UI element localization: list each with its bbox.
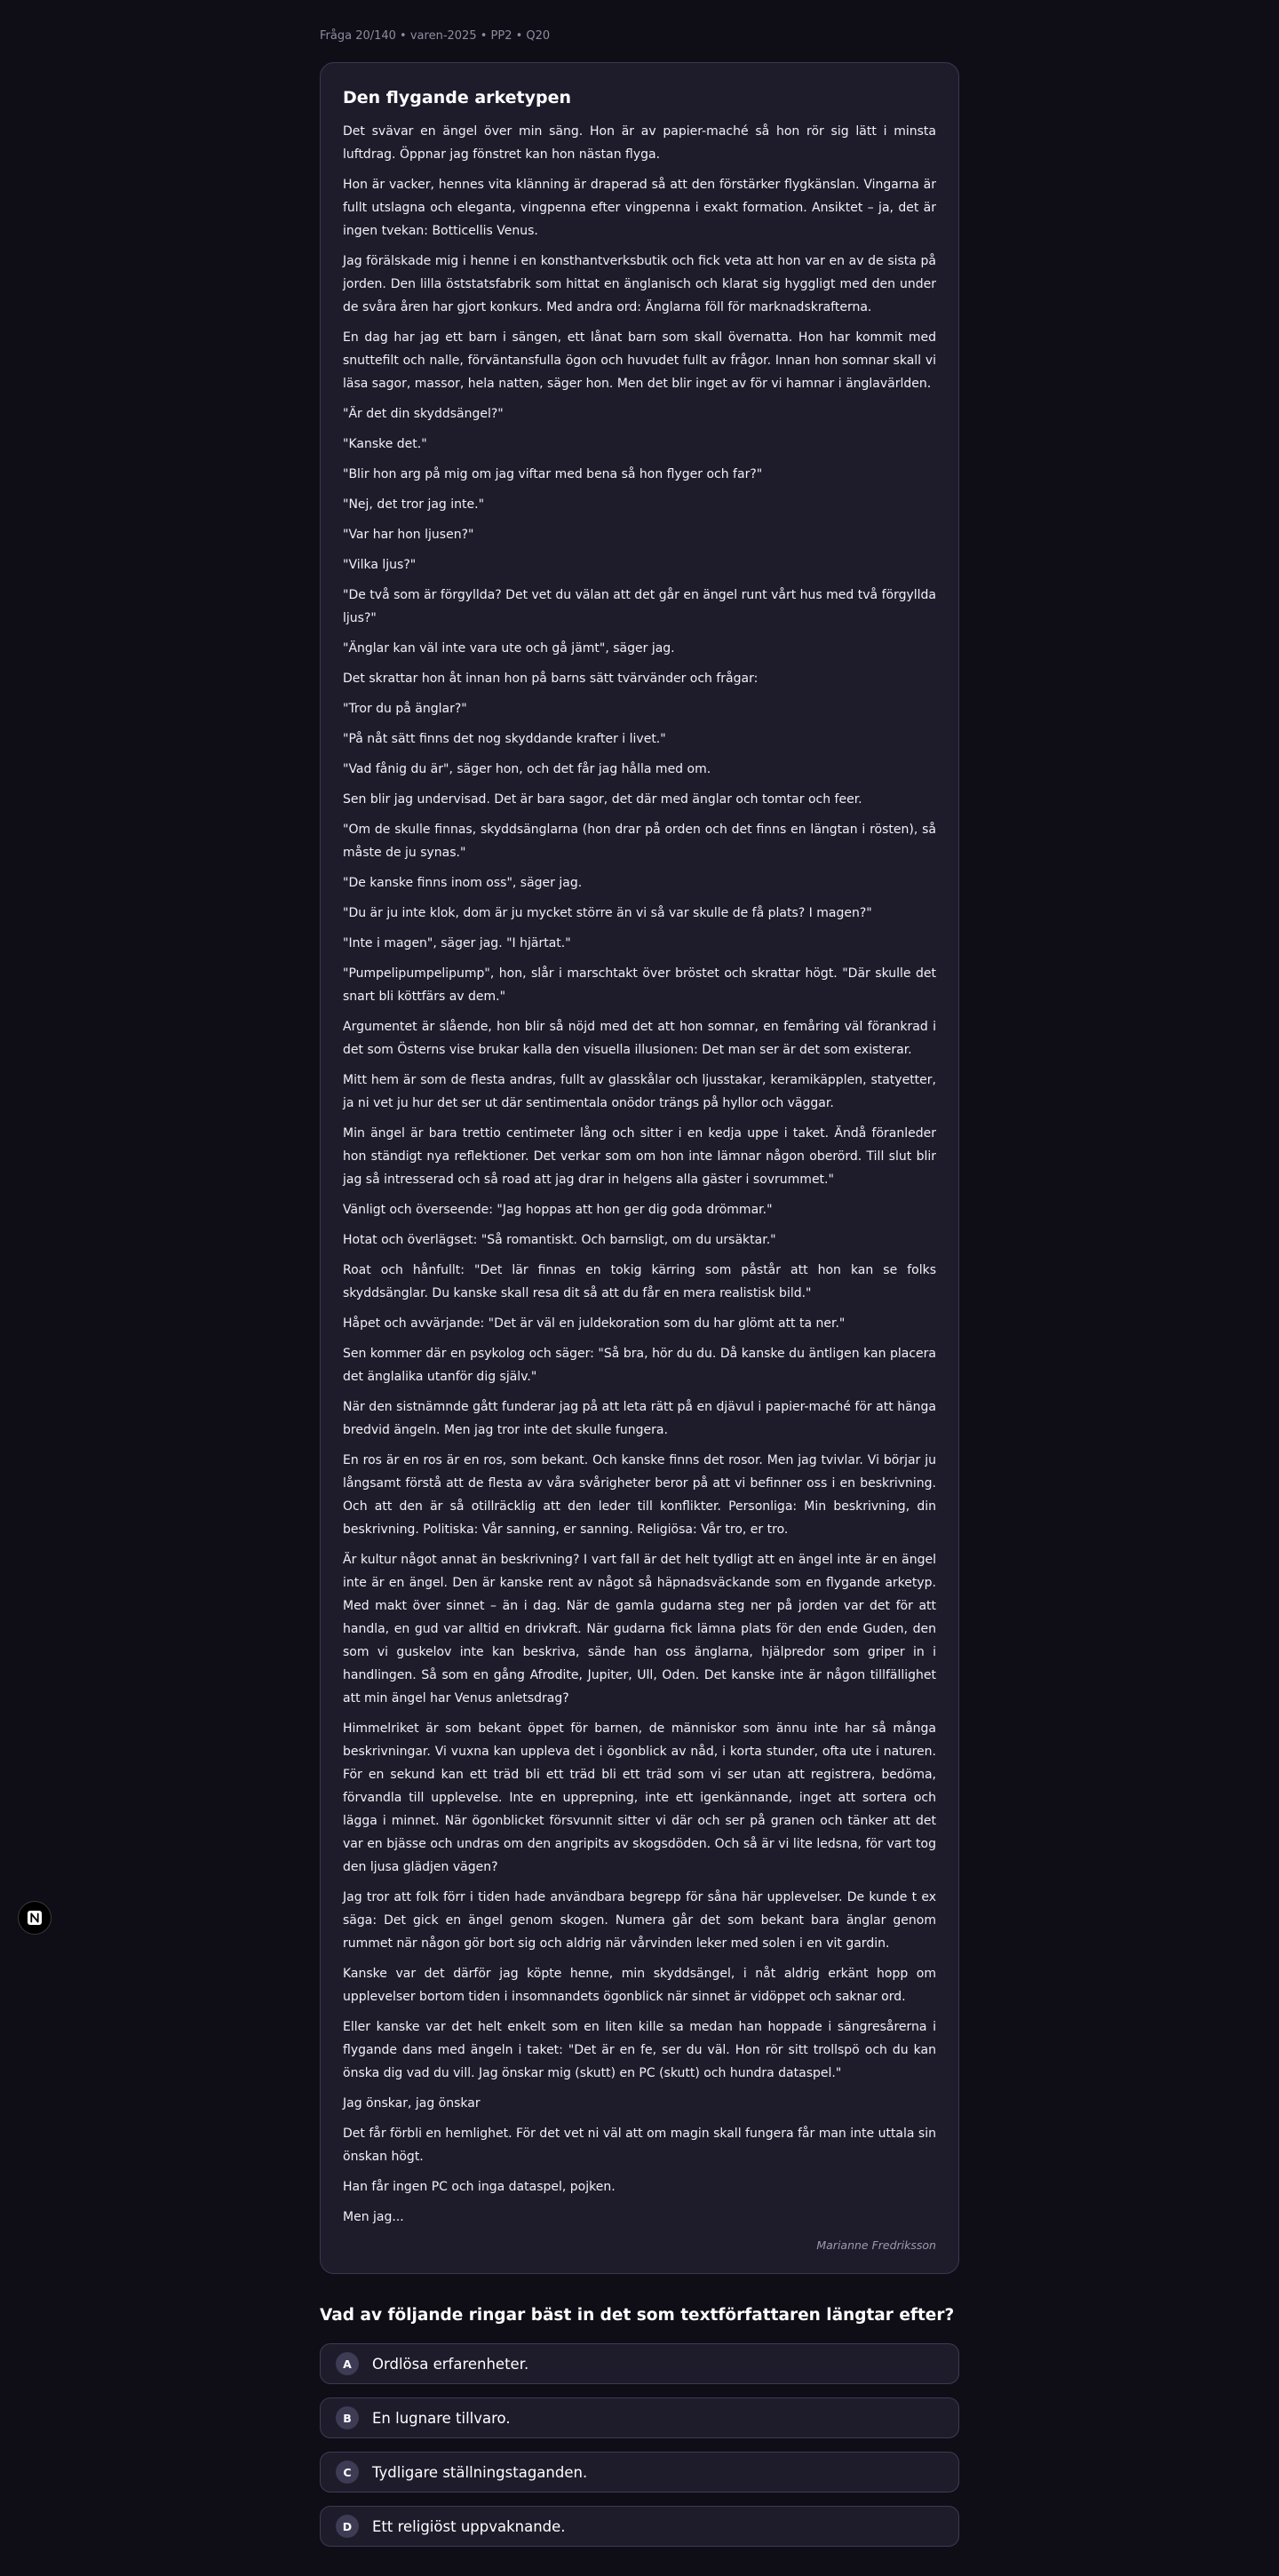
passage-paragraph: "Var har hon ljusen?"	[343, 528, 474, 542]
answer-option-a[interactable]	[320, 2343, 959, 2384]
answer-option-b[interactable]	[320, 2397, 959, 2438]
passage-paragraph: "Nej, det tror jag inte."	[343, 497, 485, 512]
passage-paragraph: "Du är ju inte klok, dom är ju mycket större än vi så var skulle de få plats? I magen?"	[343, 906, 872, 920]
question-meta: Fråga 20/140 • varen-2025 • PP2 • Q20	[320, 29, 551, 43]
passage-paragraph: När den sistnämnde gått funderar jag på att leta rätt på en djävul i papier-maché för att hänga bredvid ängeln. Men jag tror inte det skulle fungera.	[343, 1400, 936, 1437]
option-letter-badge: B	[336, 2406, 359, 2429]
passage-author: Marianne Fredriksson	[816, 2238, 936, 2252]
passage-paragraph: "Blir hon arg på mig om jag viftar med bena så hon flyger och far?"	[343, 467, 763, 481]
passage-paragraph: "De kanske finns inom oss", säger jag.	[343, 876, 583, 890]
option-label: Tydligare ställningstaganden.	[372, 2463, 588, 2481]
option-letter-badge: C	[336, 2461, 359, 2484]
option-letter-badge: A	[336, 2352, 359, 2375]
answer-options	[320, 2343, 959, 2547]
passage-paragraph: "Kanske det."	[343, 437, 427, 451]
passage-paragraph: "Tror du på änglar?"	[343, 702, 467, 716]
passage-paragraph: Argumentet är slående, hon blir så nöjd med det att hon somnar, en femåring väl förankrad i det som Österns vise brukar kalla den visuella illusionen: Det man ser är det som existerar.	[343, 1020, 936, 1057]
passage-paragraph: Det svävar en ängel över min säng. Hon är av papier-maché så hon rör sig lätt i minsta luftdrag. Öppnar jag fönstret kan hon nästan flyga.	[343, 124, 936, 162]
passage-paragraph: "Är det din skyddsängel?"	[343, 407, 504, 421]
passage-paragraph: Himmelriket är som bekant öppet för barnen, de människor som ännu inte har så många beskrivningar. Vi vuxna kan uppleva det i ögonblick av nåd, i korta stunder, ofta ute i naturen. För en sekund kan ett träd bli ett träd bli ett träd som vi ser utan att registrera, bedöma, förvandla till upplevelse. Inte en upprepning, inte ett igenkännande, inget att sortera och lägga i minnet. När ögonblicket försvunnit sitter vi där och ser på granen och tänker att det var en bjässe och undras om den angripits av skogsdöden. Och så är vi lite ledsna, för vart tog den ljusa glädjen vägen?	[343, 1721, 936, 1874]
passage-paragraph: En ros är en ros är en ros, som bekant. Och kanske finns det rosor. Men jag tvivlar. Vi börjar ju långsamt förstå att de flesta av våra svårigheter beror på att vi befinner oss i en beskrivning. Och att den är så otillräcklig att den leder till konflikter. Personliga: Min beskrivning, din beskrivning. Politiska: Vår sanning, er sanning. Religiösa: Vår tro, er tro.	[343, 1453, 936, 1537]
passage-paragraph: Hotat och överlägset: "Så romantiskt. Och barnsligt, om du ursäktar."	[343, 1233, 776, 1247]
notion-n-logo-icon	[26, 1909, 44, 1927]
option-letter-badge: D	[336, 2515, 359, 2538]
notion-logo-button[interactable]	[18, 1901, 52, 1935]
passage-paragraph: Det skrattar hon åt innan hon på barns sätt tvärvänder och frågar:	[343, 672, 759, 686]
passage-paragraph: Kanske var det därför jag köpte henne, min skyddsängel, i nåt aldrig erkänt hopp om upplevelser bortom tiden i insomnandets ögonblick när sinnet är vidöppet och saknar ord.	[343, 1967, 936, 2004]
answer-option-d[interactable]	[320, 2506, 959, 2547]
option-label: En lugnare tillvaro.	[372, 2409, 511, 2427]
question-text: Vad av följande ringar bäst in det som textförfattaren längtar efter?	[320, 2306, 955, 2325]
passage-paragraph: Jag önskar, jag önskar	[343, 2096, 481, 2111]
passage-paragraph: Jag tror att folk förr i tiden hade användbara begrepp för såna här upplevelser. De kunde t ex säga: Det gick en ängel genom skogen. Numera går det som bekant bara änglar genom rummet när någon gör bort sig och aldrig när vårvinden leker med solen i en vit gardin.	[343, 1890, 936, 1951]
passage-paragraph: Jag förälskade mig i henne i en konsthantverksbutik och fick veta att hon var en av de sista på jorden. Den lilla öststatsfabrik som hittat en änglanisch och klarat sig hyggligt med den under de svåra åren har gjort konkurs. Med andra ord: Änglarna föll för marknadskrafterna.	[343, 254, 936, 314]
passage-paragraph: "Vilka ljus?"	[343, 558, 417, 572]
passage-paragraph: Är kultur något annat än beskrivning? I vart fall är det helt tydligt att en ängel inte är en ängel inte är en ängel. Den är kanske rent av något så häpnadsväckande som en flygande arketyp. Med makt över sinnet – än i dag. När de gamla gudarna steg ner på jorden var det för att handla, en gud var alltid en drivkraft. När gudarna fick lämna plats för den ende Guden, den som vi guskelov inte kan beskriva, sände han oss änglarna, hjälpredor som griper in i handlingen. Så som en gång Afrodite, Jupiter, Ull, Oden. Det kanske inte är någon tillfällighet att min ängel har Venus anletsdrag?	[343, 1553, 936, 1705]
passage-paragraph: Vänligt och överseende: "Jag hoppas att hon ger dig goda drömmar."	[343, 1203, 773, 1217]
passage-paragraph: En dag har jag ett barn i sängen, ett lånat barn som skall övernatta. Hon har kommit med snuttefilt och nalle, förväntansfulla ögon och huvudet fullt av frågor. Innan hon somnar skall vi läsa sagor, massor, hela natten, säger hon. Men det blir inget av för vi hamnar i änglavärlden.	[343, 330, 936, 391]
passage-paragraph: Men jag...	[343, 2210, 404, 2224]
passage-paragraph: Roat och hånfullt: "Det lär finnas en tokig kärring som påstår att hon kan se folks skyddsänglar. Du kanske skall resa dit så att du får en mera realistisk bild."	[343, 1263, 936, 1300]
passage-title: Den flygande arketypen	[343, 88, 572, 107]
passage-paragraph: "Om de skulle finnas, skyddsänglarna (hon drar på orden och det finns en längtan i rösten), så måste de ju synas."	[343, 823, 936, 860]
option-label: Ordlösa erfarenheter.	[372, 2355, 529, 2373]
passage-paragraph: Hon är vacker, hennes vita klänning är draperad så att den förstärker flygkänslan. Vingarna är fullt utslagna och eleganta, vingpenna efter vingpenna i exakt formation. Ansiktet – ja, det är ingen tvekan: Botticellis Venus.	[343, 178, 936, 238]
passage-paragraph: Sen blir jag undervisad. Det är bara sagor, det där med änglar och tomtar och feer.	[343, 792, 862, 807]
main-content	[320, 28, 959, 2560]
passage-paragraph: "De två som är förgyllda? Det vet du välan att det går en ängel runt vårt hus med två förgyllda ljus?"	[343, 588, 936, 625]
passage-paragraph: "På nåt sätt finns det nog skyddande krafter i livet."	[343, 732, 666, 746]
passage-paragraph: Mitt hem är som de flesta andras, fullt av glasskålar och ljusstakar, keramikäpplen, statyetter, ja ni vet ju hur det ser ut där sentimentala onödor trängs på hyllor och väggar.	[343, 1073, 936, 1110]
passage-paragraph: Min ängel är bara trettio centimeter lång och sitter i en kedja uppe i taket. Ändå föranleder hon ständigt nya reflektioner. Det verkar som om hon inte lämnar någon oberörd. Till slut blir jag så intresserad och så road att jag drar in helgens alla gäster i sovrummet."	[343, 1126, 936, 1187]
passage-paragraph: Det får förbli en hemlighet. För det vet ni väl att om magin skall fungera får man inte uttala sin önskan högt.	[343, 2127, 936, 2164]
passage-paragraph: "Pumpelipumpelipump", hon, slår i marschtakt över bröstet och skrattar högt. "Där skulle det snart bli köttfärs av dem."	[343, 966, 936, 1004]
passage-paragraph: "Vad fånig du är", säger hon, och det får jag hålla med om.	[343, 762, 711, 776]
passage-paragraph: Sen kommer där en psykolog och säger: "Så bra, hör du du. Då kanske du äntligen kan placera det änglalika utanför dig själv."	[343, 1347, 936, 1384]
passage-paragraph: "Änglar kan väl inte vara ute och gå jämt", säger jag.	[343, 641, 675, 656]
passage-paragraph: Han får ingen PC och inga dataspel, pojken.	[343, 2180, 616, 2194]
passage-card	[320, 62, 959, 2274]
option-label: Ett religiöst uppvaknande.	[372, 2517, 566, 2535]
passage-paragraph: "Inte i magen", säger jag. "I hjärtat."	[343, 936, 571, 950]
passage-body	[343, 120, 936, 2229]
passage-paragraph: Håpet och avvärjande: "Det är väl en juldekoration som du har glömt att ta ner."	[343, 1316, 846, 1331]
passage-paragraph: Eller kanske var det helt enkelt som en liten kille sa medan han hoppade i sängresårerna i flygande dans med ängeln i taket: "Det är en fe, ser du väl. Hon rör sitt trollspö och du kan önska dig vad du vill. Jag önskar mig (skutt) en PC (skutt) och hundra dataspel."	[343, 2020, 936, 2080]
answer-option-c[interactable]	[320, 2452, 959, 2493]
